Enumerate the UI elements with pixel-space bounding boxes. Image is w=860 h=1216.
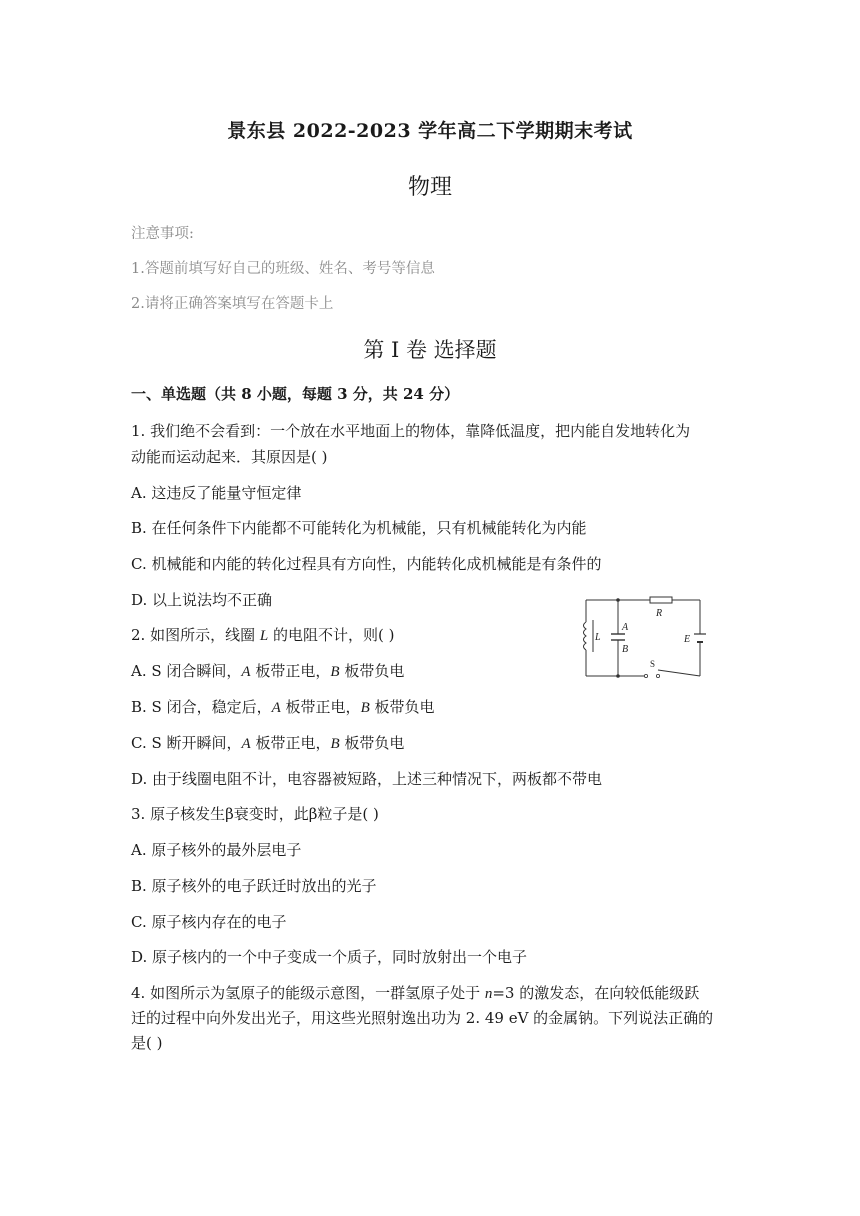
- q2b-p2: 板带正电，: [280, 698, 361, 716]
- q2a-p2: 板带正电，: [250, 662, 331, 680]
- q4-l1-post: =3 的激发态，在向较低能级跃: [492, 984, 700, 1002]
- label-B: B: [622, 644, 629, 655]
- q1-stem-line-2: 动能而运动起来．其原因是( ): [131, 448, 328, 466]
- q2b-v2: B: [360, 700, 370, 716]
- q2b-v1: A: [271, 700, 281, 716]
- q2-option-b: [131, 696, 435, 717]
- label-R: R: [656, 608, 663, 619]
- q2b-p3: 板带负电: [369, 698, 435, 716]
- subject-title: 物理: [407, 175, 452, 200]
- label-L: L: [595, 632, 601, 643]
- inductor-coil-symbol: [584, 622, 587, 650]
- q2b-p1: B. S 闭合，稳定后，: [131, 698, 272, 716]
- q4-stem-line-2: 迁的过程中向外发出光子，用这些光照射逸出功为 2. 49 eV 的金属钠。下列说法正确的: [131, 1009, 714, 1027]
- q1-option-b: B. 在任何条件下内能都不可能转化为机械能，只有机械能转化为内能: [131, 519, 587, 537]
- switch-contact-right: [656, 674, 659, 677]
- q1-stem-line-1: 1. 我们绝不会看到：一个放在水平地面上的物体，靠降低温度，把内能自发地转化为: [131, 422, 691, 440]
- q2a-v1: A: [241, 664, 251, 680]
- q2c-p1: C. S 断开瞬间，: [131, 734, 242, 752]
- q2-option-c: [131, 732, 404, 753]
- section-title: 第 I 卷 选择题: [363, 338, 497, 362]
- q2-stem-pre: 2. 如图所示，线圈: [131, 626, 260, 644]
- notice-item-1: 1.答题前填写好自己的班级、姓名、考号等信息: [131, 261, 435, 277]
- notice-heading: 注意事项:: [131, 226, 194, 242]
- junction-dot-bottom: [616, 674, 620, 678]
- part-title: 一、单选题（共 8 小题，每题 3 分，共 24 分）: [131, 385, 460, 403]
- q2a-v2: B: [330, 664, 340, 680]
- q2-stem-post: 的电阻不计，则( ): [268, 626, 395, 644]
- q2c-p2: 板带正电，: [250, 734, 331, 752]
- label-S: S: [650, 659, 656, 669]
- q2a-p1: A. S 闭合瞬间，: [131, 662, 242, 680]
- q2d-p1: D. 由于线圈电阻不计，电容器被短路，上述三种情况下，两板都不带电: [131, 770, 603, 788]
- q4-l1-var: n: [484, 986, 493, 1002]
- exam-title: 景东县 2022-2023 学年高二下学期期末考试: [227, 120, 633, 142]
- q3-option-a: A. 原子核外的最外层电子: [131, 841, 302, 859]
- q2c-p3: 板带负电: [339, 734, 405, 752]
- switch-contact-left: [644, 674, 647, 677]
- q3-stem: 3. 原子核发生β衰变时，此β粒子是( ): [131, 805, 379, 823]
- q2-option-d: [131, 768, 602, 789]
- q3-option-c: C. 原子核内存在的电子: [131, 913, 287, 931]
- q4-stem-line-1: [131, 982, 699, 1003]
- q2a-p3: 板带负电: [339, 662, 405, 680]
- q2-stem-var: L: [259, 628, 269, 644]
- q4-l1-pre: 4. 如图所示为氢原子的能级示意图，一群氢原子处于: [131, 984, 485, 1002]
- q1-option-d: D. 以上说法均不正确: [131, 591, 273, 609]
- resistor-symbol: [650, 597, 672, 603]
- label-E: E: [684, 634, 691, 645]
- q1-option-a: A. 这违反了能量守恒定律: [131, 484, 302, 502]
- q4-stem-line-3: 是( ): [131, 1034, 163, 1052]
- q1-option-c: C. 机械能和内能的转化过程具有方向性，内能转化成机械能是有条件的: [131, 555, 602, 573]
- q2c-v2: B: [330, 736, 340, 752]
- q2-stem: [131, 624, 394, 645]
- label-A: A: [622, 622, 629, 633]
- q3-option-b: B. 原子核外的电子跃迁时放出的光子: [131, 877, 377, 895]
- q3-option-d: D. 原子核内的一个中子变成一个质子，同时放射出一个电子: [131, 948, 528, 966]
- q2-option-a: [131, 660, 404, 681]
- q2c-v1: A: [241, 736, 251, 752]
- circuit-diagram: [578, 592, 708, 684]
- notice-item-2: 2.请将正确答案填写在答题卡上: [131, 296, 334, 312]
- junction-dot-top: [616, 598, 620, 602]
